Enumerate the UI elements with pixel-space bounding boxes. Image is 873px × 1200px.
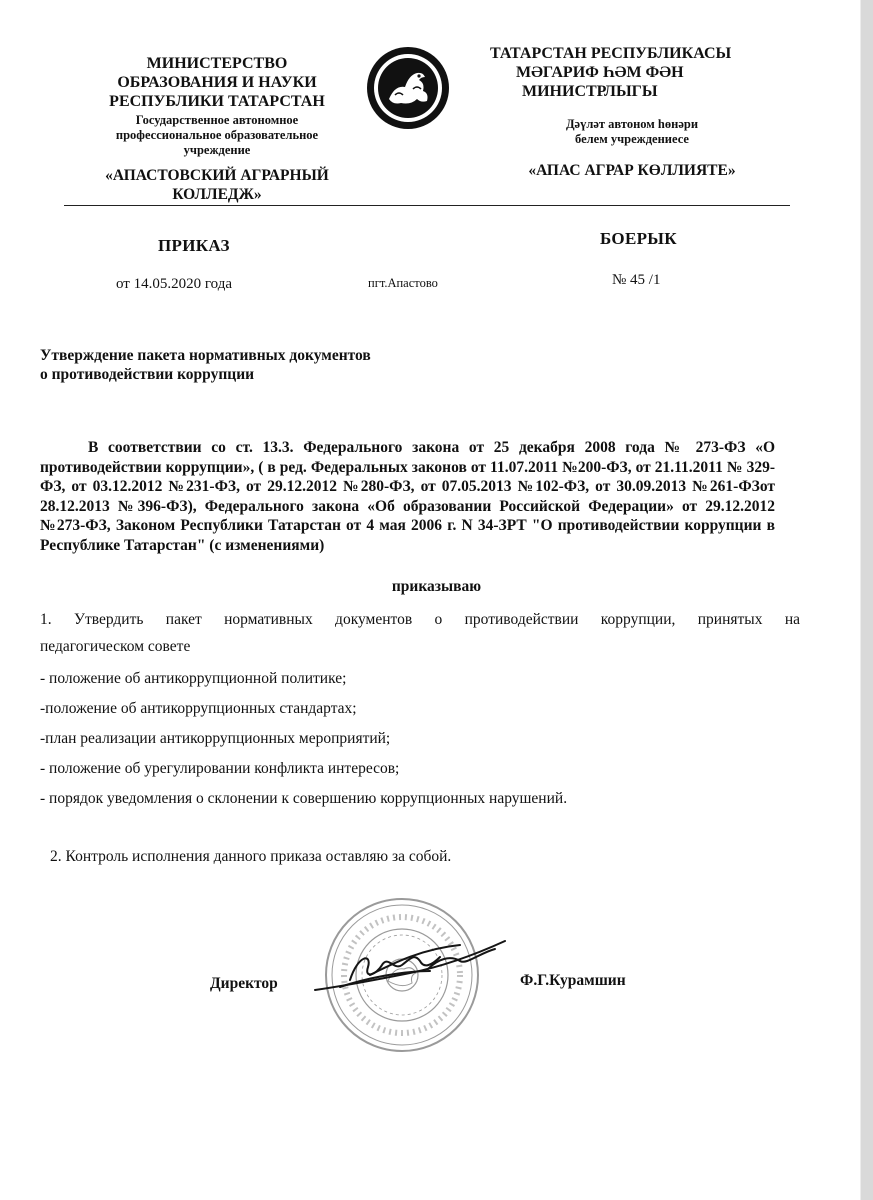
order-place: пгт.Апастово bbox=[368, 276, 438, 290]
institution-type bbox=[72, 113, 362, 158]
list-item: - порядок уведомления о склонении к совершению коррупционных нарушений. bbox=[40, 790, 568, 807]
tatarstan-emblem-icon bbox=[365, 45, 451, 131]
college-name-line-1: «АПАСТОВСКИЙ АГРАРНЫЙ bbox=[105, 167, 329, 184]
ministry-tt-line-2: МӘГАРИФ ҺӘМ ФӘН bbox=[516, 64, 684, 81]
signatory-name: Ф.Г.Курамшин bbox=[520, 972, 626, 989]
doc-type-tt: БОЕРЫК bbox=[600, 229, 677, 248]
institution-type-tt-line-2: белем учреждениесе bbox=[575, 132, 689, 146]
institution-type-line-3: учреждение bbox=[183, 143, 251, 157]
header-left bbox=[72, 54, 362, 204]
item-2: 2. Контроль исполнения данного приказа оставляю за собой. bbox=[50, 848, 452, 865]
order-subject bbox=[40, 346, 371, 384]
order-date: от 14.05.2020 года bbox=[116, 276, 232, 292]
list-item: -положение об антикоррупционных стандартах; bbox=[40, 700, 357, 717]
item-1: 1. Утвердить пакет нормативных документов о противодействии коррупции, принятых на bbox=[40, 611, 800, 628]
subject-line-1: Утверждение пакета нормативных документов bbox=[40, 347, 371, 364]
signatory-role: Директор bbox=[210, 975, 278, 992]
ministry-line-2: ОБРАЗОВАНИЯ И НАУКИ bbox=[117, 74, 317, 91]
order-number: № 45 /1 bbox=[612, 272, 661, 288]
doc-type-ru: ПРИКАЗ bbox=[158, 236, 230, 255]
header-right bbox=[482, 44, 782, 180]
handwritten-signature-icon bbox=[310, 935, 510, 1000]
ministry-line-1: МИНИСТЕРСТВО bbox=[146, 55, 288, 72]
college-name-tt: «АПАС АГРАР КӨЛЛИЯТЕ» bbox=[528, 162, 736, 179]
college-name bbox=[72, 166, 362, 204]
institution-type-tt bbox=[482, 117, 782, 147]
scan-edge bbox=[861, 0, 873, 1200]
ministry-tt-line-3: МИНИСТРЛЫГЫ bbox=[522, 83, 658, 100]
list-item: -план реализации антикоррупционных мероприятий; bbox=[40, 730, 391, 747]
institution-type-line-2: профессиональное образовательное bbox=[115, 128, 319, 142]
college-name-line-2: КОЛЛЕДЖ» bbox=[172, 186, 262, 203]
ministry-line-3: РЕСПУБЛИКИ ТАТАРСТАН bbox=[109, 93, 325, 110]
subject-line-2: о противодействии коррупции bbox=[40, 366, 255, 383]
ministry-tt-line-1: ТАТАРСТАН РЕСПУБЛИКАСЫ bbox=[490, 45, 732, 62]
item-1-continued: педагогическом совете bbox=[40, 638, 191, 655]
order-word: приказываю bbox=[391, 578, 482, 595]
institution-type-tt-line-1: Дәүләт автоном һөнәри bbox=[565, 117, 699, 131]
header-divider bbox=[64, 205, 790, 206]
preamble-paragraph: В соответствии со ст. 13.3. Федерального закона от 25 декабря 2008 года № 273-ФЗ «О противодействии коррупции», ( в ред. Федеральных законов от 11.07.2011 №200-ФЗ, от 21.11.2011 № 329-ФЗ, от 03.12.2012 №231-ФЗ, от 29.12.2012 №280-ФЗ, от 07.05.2013 №102-ФЗ, от 30.09.2013 №261-ФЗот 28.12.2013 №396-ФЗ), Федерального закона «Об образовании Российской Федерации» от 29.12.2012 №273-ФЗ, Законом Республики Татарстан от 4 мая 2006 г. N 34-ЗРТ "О противодействии коррупции в Республике Татарстан" (с изменениями) bbox=[40, 439, 775, 554]
list-item: - положение об антикоррупционной политике; bbox=[40, 670, 347, 687]
list-item: - положение об урегулировании конфликта интересов; bbox=[40, 760, 400, 777]
institution-type-line-1: Государственное автономное bbox=[135, 113, 299, 127]
document-list bbox=[40, 664, 567, 814]
